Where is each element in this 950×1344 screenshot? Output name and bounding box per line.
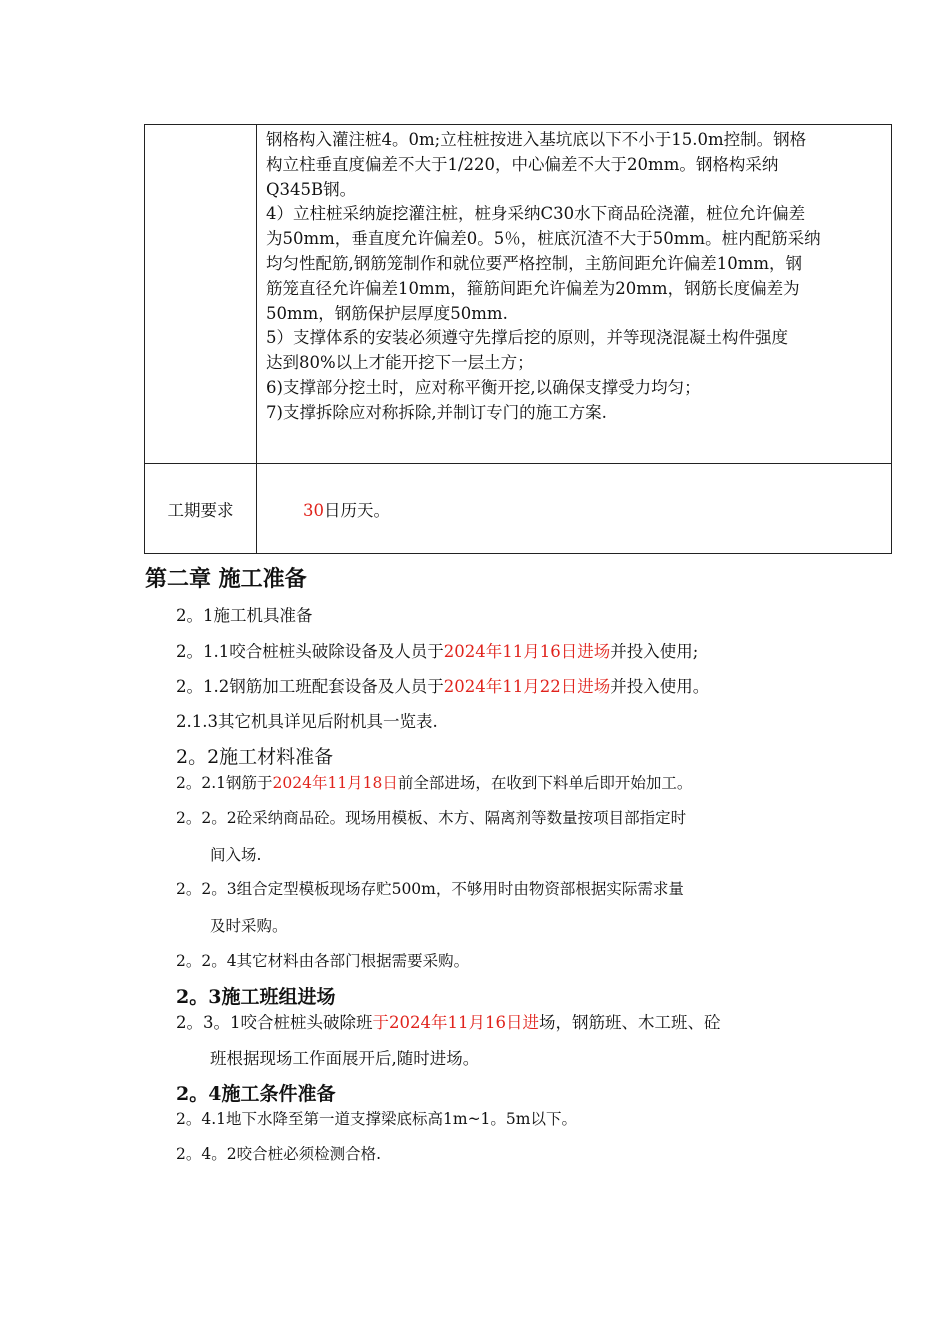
requirement-line: 为50mm，垂直度允许偏差0。5％，桩底沉渣不大于50mm。桩内配筋采纳 xyxy=(266,229,821,249)
chapter-title: 第二章 施工准备 xyxy=(145,567,307,592)
requirements-content-cell xyxy=(257,125,892,464)
requirement-line: Q345B钢。 xyxy=(266,179,357,199)
section-2-4-heading: 2。4施工条件准备 xyxy=(176,1083,336,1105)
period-unit: 日历天。 xyxy=(324,500,390,520)
date-highlight: 于2024年11月16日进 xyxy=(372,1013,539,1032)
paragraph-2-4-1: 2。4.1地下水降至第一道支撑梁底标高1m~1。5m以下。 xyxy=(176,1110,577,1128)
text-span: 2。2.1钢筋于 xyxy=(176,774,273,792)
text-span: 前全部进场，在收到下料单后即开始加工。 xyxy=(397,774,693,792)
paragraph-2-2-1 xyxy=(176,771,692,793)
paragraph-2-2-2-cont: 间入场. xyxy=(210,846,262,864)
period-number: 30 xyxy=(303,500,324,520)
requirement-line: 均匀性配筋,钢筋笼制作和就位要严格控制，主筋间距允许偏差10mm，钢 xyxy=(266,253,803,273)
requirement-line: 构立柱垂直度偏差不大于1/220，中心偏差不大于20mm。钢格构采纳 xyxy=(266,154,779,174)
section-2-1-heading: 2。1施工机具准备 xyxy=(176,606,313,625)
paragraph-2-3-1-cont: 班根据现场工作面展开后,随时进场。 xyxy=(210,1049,480,1068)
paragraph-2-2-2: 2。2。2砼采纳商品砼。现场用模板、木方、隔离剂等数量按项目部指定时 xyxy=(176,809,687,827)
paragraph-2-2-3-cont: 及时采购。 xyxy=(210,917,288,935)
paragraph-2-2-3: 2。2。3组合定型模板现场存贮500m，不够用时由物资部根据实际需求量 xyxy=(176,880,684,898)
requirements-table xyxy=(144,124,892,554)
section-2-3-heading: 2。3施工班组进场 xyxy=(176,986,336,1008)
paragraph-2-1-3: 2.1.3其它机具详见后附机具一览表. xyxy=(176,712,438,731)
requirement-line: 达到80%以上才能开挖下一层土方； xyxy=(266,353,534,373)
requirements-label-cell xyxy=(145,125,257,464)
requirements-row xyxy=(145,125,892,464)
paragraph-2-2-4: 2。2。4其它材料由各部门根据需要采购。 xyxy=(176,952,470,970)
paragraph-2-1-2 xyxy=(176,673,709,697)
text-span: 2。3。1咬合桩桩头破除班 xyxy=(176,1013,373,1032)
date-highlight: 2024年11月18日 xyxy=(272,774,398,792)
schedule-row xyxy=(145,464,892,554)
paragraph-2-4-2: 2。4。2咬合桩必须检测合格. xyxy=(176,1145,382,1163)
period-value xyxy=(257,464,892,554)
requirement-line: 筋笼直径允许偏差10mm，箍筋间距允许偏差为20mm，钢筋长度偏差为 xyxy=(266,278,800,298)
section-2-2-heading: 2。2施工材料准备 xyxy=(176,746,334,768)
period-label: 工期要求 xyxy=(145,464,257,554)
date-highlight: 2024年11月22日进场 xyxy=(443,677,611,696)
requirement-line: 50mm，钢筋保护层厚度50mm. xyxy=(266,303,508,323)
text-span: 2。1.1咬合桩桩头破除设备及人员于 xyxy=(176,642,444,661)
text-span: 并投入使用。 xyxy=(610,677,710,696)
text-span: 2。1.2钢筋加工班配套设备及人员于 xyxy=(176,677,444,696)
requirement-line: 7)支撑拆除应对称拆除,并制订专门的施工方案. xyxy=(266,402,607,422)
date-highlight: 2024年11月16日进场 xyxy=(443,642,611,661)
requirement-line: 6)支撑部分挖土时，应对称平衡开挖,以确保支撑受力均匀； xyxy=(266,377,701,397)
requirement-line: 4）立柱桩采纳旋挖灌注桩，桩身采纳C30水下商品砼浇灌，桩位允许偏差 xyxy=(266,204,806,224)
text-span: 并投入使用; xyxy=(610,642,699,661)
text-span: 场，钢筋班、木工班、砼 xyxy=(538,1013,721,1032)
requirement-line: 钢格构入灌注桩4。0m;立柱桩按进入基坑底以下不小于15.0m控制。钢格 xyxy=(266,130,807,149)
paragraph-2-3-1 xyxy=(176,1009,720,1033)
paragraph-2-1-1 xyxy=(176,638,698,662)
requirement-line: 5）支撑体系的安装必须遵守先撑后挖的原则，并等现浇混凝土构件强度 xyxy=(266,328,788,348)
